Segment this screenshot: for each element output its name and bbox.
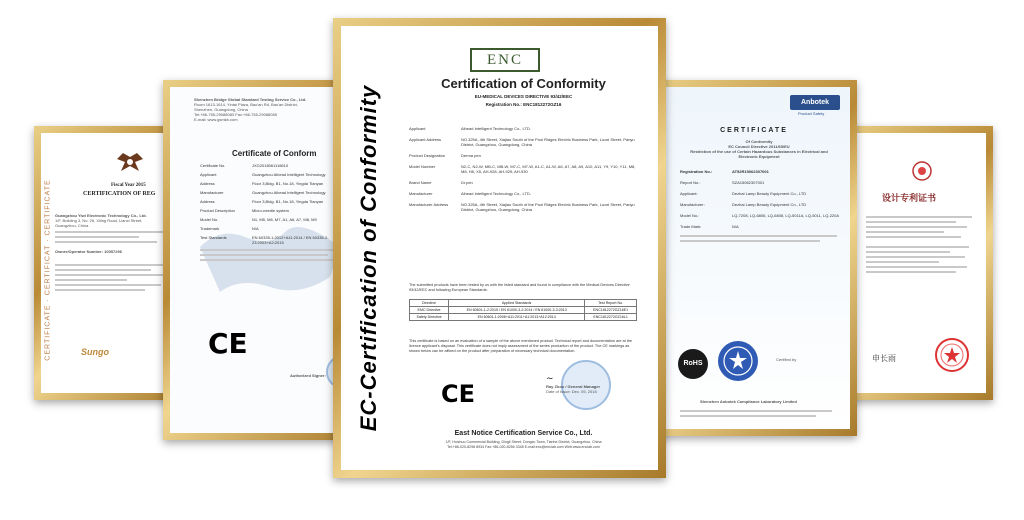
ec-certification-of-conformity xyxy=(333,18,666,478)
detail-row xyxy=(409,137,639,147)
text-line xyxy=(55,284,161,286)
detail-row xyxy=(200,208,350,213)
detail-value: Guangzhou Aihead Intelligent Technology xyxy=(252,190,326,195)
text-line xyxy=(680,410,832,412)
text-line xyxy=(200,249,343,251)
directive-subtitle: EU-MEDICAL DEVICES DIRECTIVE 93/42/EEC xyxy=(474,94,573,99)
issuer-phone-web: Tel:+86-020-8298 8934 Fax:+86-020-8256 3348 E-mail:enc@enclab.com Web:www.enclab.com xyxy=(447,444,600,449)
detail-row xyxy=(409,164,639,174)
text-line xyxy=(680,240,820,242)
detail-row xyxy=(680,180,845,185)
signatory-name: Ray Zhou / General Manager xyxy=(546,384,601,389)
table-header: Test Report No. xyxy=(585,300,637,307)
company-block xyxy=(55,213,175,294)
detail-row xyxy=(680,213,845,218)
issuer-header xyxy=(194,97,344,122)
fiscal-year: Fiscal Year 2015 xyxy=(111,183,146,188)
certificate-paper xyxy=(664,87,850,429)
detail-value: Aihead Intelligent Technology Co., LTD. xyxy=(461,126,531,131)
certificate-title: CERTIFICATION OF REG xyxy=(83,191,156,197)
detail-key: Report No.: xyxy=(680,180,701,185)
detail-row xyxy=(680,191,845,196)
text-line xyxy=(866,221,956,223)
text-line xyxy=(55,279,127,281)
detail-row xyxy=(680,224,845,229)
issuer-line: Tel:+86-755-29088083 Fax:+86-755-29088085 xyxy=(194,112,277,117)
detail-value: AT52R15062307001 xyxy=(732,169,769,174)
side-watermark xyxy=(43,145,53,393)
text-line xyxy=(200,259,335,261)
text-line xyxy=(55,264,169,266)
table-header-row xyxy=(410,300,637,307)
detail-row xyxy=(409,153,639,158)
ce-mark: CE xyxy=(441,380,476,408)
table-cell: ENC1812272GZ16L1 xyxy=(585,314,637,321)
detail-row xyxy=(200,190,350,195)
detail-value: Micro-needle system xyxy=(252,208,289,213)
certificate-paper xyxy=(850,133,986,393)
ce-mark: CE xyxy=(208,327,248,360)
emblem-icon xyxy=(912,161,932,181)
signature-scribble: ~ xyxy=(546,374,554,384)
anbotek-logo: Anbotek xyxy=(790,95,840,110)
company-line: Guangzhou, China xyxy=(55,223,89,228)
issuer-line: Shenzhen Bridge Global Standard Testing Service Co., Ltd. xyxy=(194,97,307,102)
text-line xyxy=(680,415,816,417)
signature-block xyxy=(546,374,626,394)
detail-key: Applicant xyxy=(409,126,426,131)
side-watermark-text: CERTIFICATE · CERTIFICAT · CERTIFICATE xyxy=(44,179,52,361)
text-line xyxy=(55,274,165,276)
detail-key: Applicant Address xyxy=(409,137,442,142)
text-line xyxy=(866,261,939,263)
detail-row xyxy=(200,217,350,222)
text-line xyxy=(55,269,151,271)
eagle-emblem-icon xyxy=(113,153,147,179)
table-cell: EN 60601-1-2:2015 / EN 61000-3-2:2014 / EN 61000-3-3:2013 xyxy=(449,307,585,314)
certificate-paper xyxy=(341,26,658,470)
detail-key: Manufacturer xyxy=(200,190,224,195)
detail-row xyxy=(200,226,350,231)
detail-value: EN 60335-1:2012+A11:2014 / EN 60335-2-23:2003+A2:2015 xyxy=(252,235,329,245)
text-line xyxy=(55,289,145,291)
detail-row xyxy=(409,202,639,212)
text-line xyxy=(866,251,950,253)
certificate-paper xyxy=(170,87,356,433)
issuer-line: Shenzhen, Guangdong, China xyxy=(194,107,248,112)
detail-key: Trade Mark: xyxy=(680,224,702,229)
detail-value: Floor 3,Bldg. B1, No.18, Yingda Tianyan xyxy=(252,199,324,204)
footer-lab: Shenzhen Anbotek Compliance Laboratory Limited xyxy=(700,399,797,404)
detail-value: Guangzhou Aihead Intelligent Technology xyxy=(252,172,326,177)
text-line xyxy=(866,246,969,248)
brand-logo: Sungo xyxy=(81,347,109,357)
design-patent-certificate xyxy=(843,126,993,400)
detail-key: Manufacturer xyxy=(409,191,433,196)
detail-key: Model Number xyxy=(409,164,436,169)
text-line xyxy=(200,254,328,256)
detail-value: Dezhai Lamp Beauty Equipment Co., LTD xyxy=(732,191,807,196)
issuer-line: Room 1613-1614, Yintai Plaza, Bao'an Rd, Bao'an District, xyxy=(194,102,298,107)
detail-row xyxy=(680,169,845,174)
detail-value: Aihead Intelligent Technology Co., LTD. xyxy=(461,191,531,196)
issuer-line: E-mail: www.gsmkb.com xyxy=(194,117,238,122)
fda-registration-certificate xyxy=(34,126,184,400)
quality-seal-icon xyxy=(716,339,760,383)
details xyxy=(409,126,639,218)
subtitle-line: Restriction of the use of Certain Hazardous Substances in Electrical and Electronic Equipment xyxy=(690,149,828,159)
detail-value: NO.325A, 4th Street, Xiajiao South of the Pool Ridges Electric Business Park, Luoxi Street, Panyu District, Guangzhou, Guangdong, China xyxy=(461,137,635,147)
text-line xyxy=(866,256,965,258)
detail-key: Model No. xyxy=(200,217,219,222)
detail-value: LQ-7208, LQ-6806, LQ-6808, LQ-5011A, LQ-5011, LQ-220A xyxy=(732,213,840,218)
details xyxy=(200,163,350,264)
detail-key: Applicant xyxy=(200,172,217,177)
detail-key: Trademark xyxy=(200,226,220,231)
authorized-signer-label: Authorized Signer: xyxy=(290,373,326,378)
detail-row xyxy=(200,172,350,177)
anbotek-logo-sub: Product Safety xyxy=(798,111,825,116)
text-line xyxy=(866,231,944,233)
text-line xyxy=(866,226,967,228)
subtitle-line: EC Council Directive 2011/65/EU xyxy=(728,144,790,149)
detail-row xyxy=(409,191,639,196)
rohs-badge: RoHS xyxy=(678,349,708,379)
side-title-text: EC-Certification of Conformity xyxy=(356,84,381,432)
issuer-company: East Notice Certification Service Co., Ltd. xyxy=(454,430,593,437)
detail-value: NO.325A, 4th Street, Xiajiao South of the Pool Ridges Electric Business Park, Luoxi Street, Panyu District, Guangzhou, Guangdong, China xyxy=(461,202,635,212)
registration-number: Registration No.: ENC1812272GZ16 xyxy=(485,102,562,107)
issuer-contact xyxy=(401,440,646,449)
detail-value: Dr.pen xyxy=(461,180,473,185)
detail-row xyxy=(200,199,350,204)
detail-value: Dezhai Lamp Beauty Equipment Co., LTD xyxy=(732,202,807,207)
subtitle-block xyxy=(684,139,834,159)
detail-value: N/A xyxy=(252,226,259,231)
side-title xyxy=(355,68,383,448)
detail-key: Model No.: xyxy=(680,213,700,218)
issuer-address: 1/F, Huizhuo Commercial Building, Dingli Street, Dongxu Town, Tianhe District, Guangzhou, China xyxy=(445,440,602,444)
text-line xyxy=(866,216,972,218)
text-line xyxy=(866,266,967,268)
table-header: Directive xyxy=(410,300,449,307)
text-line xyxy=(866,271,956,273)
owner-number: Owner/Operator Number: 10057296 xyxy=(55,249,122,254)
detail-row xyxy=(200,181,350,186)
detail-row xyxy=(409,126,639,131)
certificate-paper xyxy=(41,133,177,393)
detail-value: Derma pen xyxy=(461,153,481,158)
red-seal-icon xyxy=(934,337,970,373)
table-cell: ENC1812272GZ16E1 xyxy=(585,307,637,314)
detail-key: Applicant: xyxy=(680,191,698,196)
table-row xyxy=(410,314,637,321)
company-line: Guangzhou Yiwi Electronic Technology Co., Ltd. xyxy=(55,213,147,218)
table-cell: EN 60601-1:2006+A11:2011+A1:2013+A12:2014 xyxy=(449,314,585,321)
directive-table xyxy=(409,299,637,321)
detail-key: Manufacturer: xyxy=(680,202,705,207)
certificate-title: CERTIFICATE xyxy=(720,127,788,134)
text-line xyxy=(680,235,837,237)
certificate-title: 设计专利证书 xyxy=(882,193,937,203)
detail-key: Address xyxy=(200,199,215,204)
table-cell: Safety Directive xyxy=(410,314,449,321)
footer-lines xyxy=(680,407,840,420)
detail-key: Address xyxy=(200,181,215,186)
company-line: 1/F, Building 3, No. 26, Xiling Road, Lianxi Street, xyxy=(55,218,143,223)
detail-value: N2-C, N2-W, MB-C, MB-W, M7-C, M7-W, A1-C, A1-W, A6, A7, A8, A9, A10, A11, Y9, Y10, Y11, M8, M8, H8, X5, AH-928, AH-929, AH-930 xyxy=(461,164,636,174)
certificate-title: Certification of Conformity xyxy=(441,76,606,91)
subtitle-line: Of Conformity xyxy=(745,139,773,144)
detail-row xyxy=(200,163,350,168)
anbotek-rohs-certificate xyxy=(657,80,857,436)
text-line xyxy=(55,236,139,238)
detail-row xyxy=(409,180,639,185)
issue-date: Date of Issue: Dec. 05, 2018 xyxy=(546,389,597,394)
text-line xyxy=(55,241,157,243)
detail-value: N/A xyxy=(732,224,739,229)
detail-key: Registration No.: xyxy=(680,169,713,174)
compliance-paragraph: The submitted products have been tested by us with the listed standard and found in compliance with the Medical Devices Directive 93/42/EEC and following European Standards: xyxy=(409,283,630,292)
evaluation-paragraph: This certificate is based on an evaluation of a sample of the above mentioned product. Technical report and documentation are at the licence applicant's disposal. This certificate does not imply assessment of the series production of the product. The CE markings as shown below can be affixed on the product after preparation of necessary technical documentation. xyxy=(409,339,633,353)
signature: 申长雨 xyxy=(872,354,896,363)
table-cell: EMC Directive xyxy=(410,307,449,314)
detail-key: Certificate No. xyxy=(200,163,226,168)
table-row xyxy=(410,307,637,314)
enc-logo: ENC xyxy=(470,48,540,72)
detail-key: Brand Name xyxy=(409,180,432,185)
certified-by-label: Certified by xyxy=(776,357,797,362)
text-block xyxy=(866,213,978,276)
certificate-title: Certificate of Conform xyxy=(232,149,317,158)
details xyxy=(680,169,845,245)
detail-row xyxy=(680,202,845,207)
detail-value: N1, M5, M6, M7, A1, A6, A7, M8, M9 xyxy=(252,217,317,222)
detail-row xyxy=(200,235,350,245)
detail-key: Product Designation xyxy=(409,153,446,158)
detail-value: SZA15062307001 xyxy=(732,180,765,185)
detail-key: Manufacturer Address xyxy=(409,202,449,207)
text-line xyxy=(55,231,163,233)
detail-key: Test Standards xyxy=(200,235,227,240)
detail-key: Product Description xyxy=(200,208,235,213)
text-line xyxy=(866,236,961,238)
detail-value: JXG2018061116610 xyxy=(252,163,289,168)
table-header: Applied Standards xyxy=(449,300,585,307)
detail-value: Floor 3,Bldg. B1, No.18, Yingda Tianyan xyxy=(252,181,324,186)
